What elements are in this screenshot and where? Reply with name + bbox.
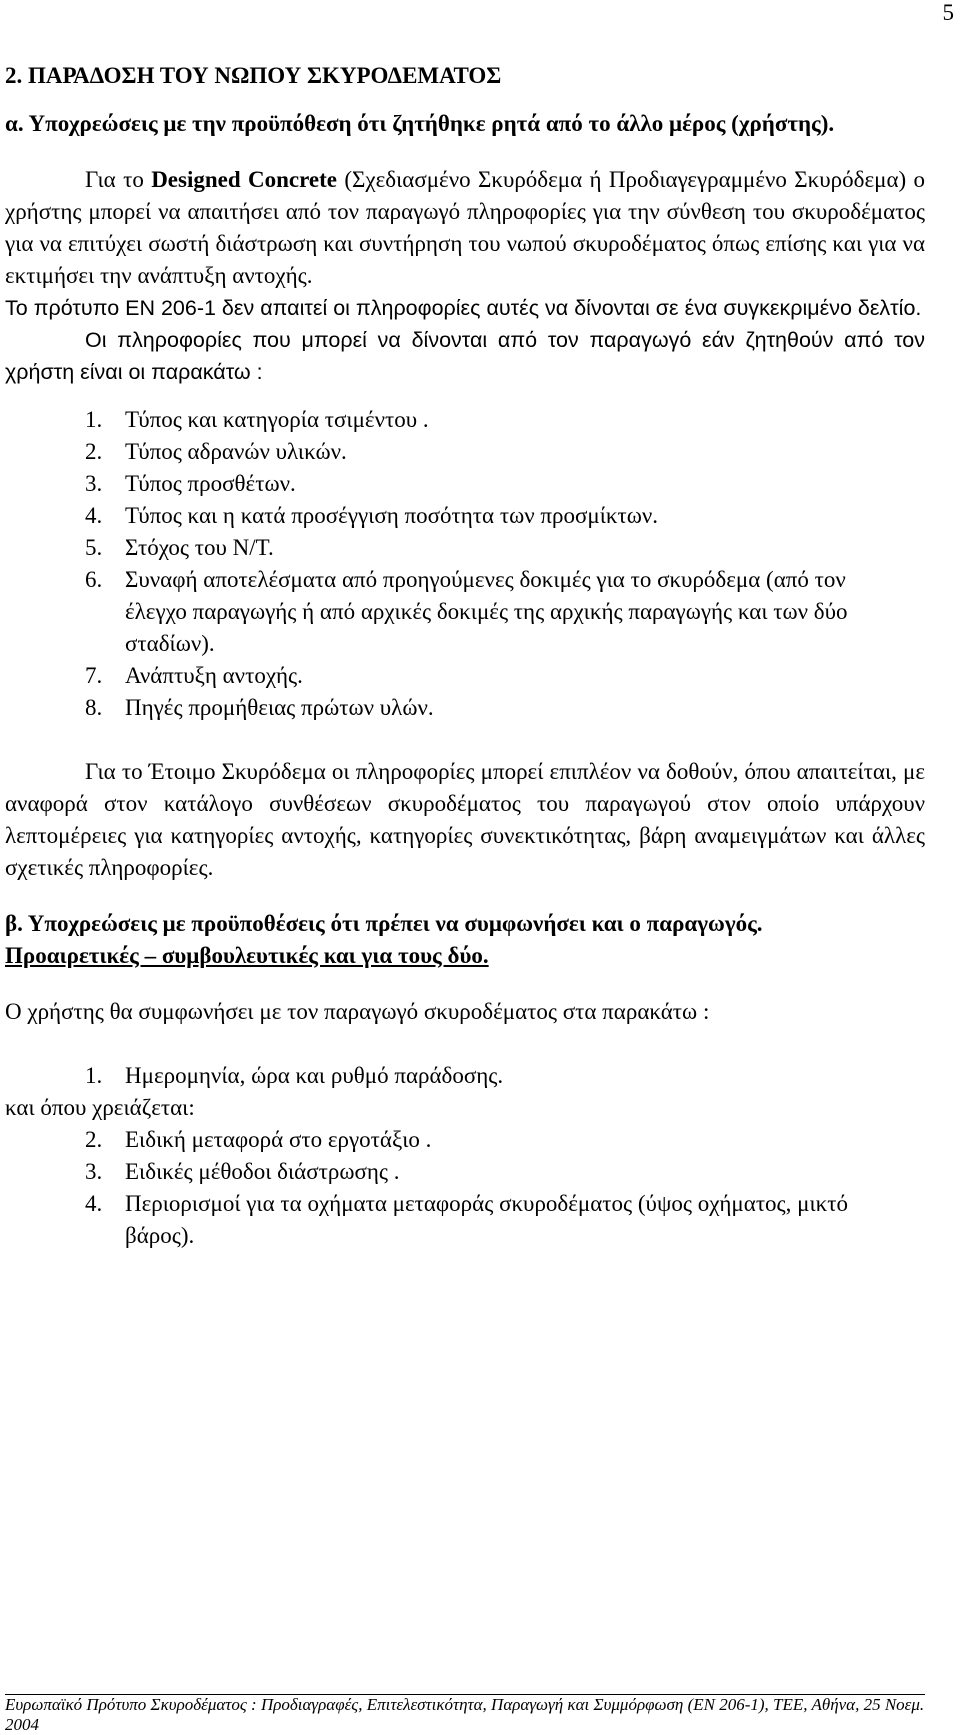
section-title: 2. ΠΑΡΑΔΟΣΗ ΤΟΥ ΝΩΠΟΥ ΣΚΥΡΟΔΕΜΑΤΟΣ [5,63,502,88]
paragraph-info-list-intro: Οι πληροφορίες που μπορεί να δίνονται από τον παραγωγό εάν ζητηθούν από τον χρήστη είναι οι παρακάτω : [5,328,925,384]
list-item: 5. Στόχος του Ν/Τ. [85,535,274,560]
page-footer: Ευρωπαϊκό Πρότυπο Σκυροδέματος : Προδιαγραφές, Επιτελεστικότητα, Παραγωγή και Συμμόρφωση (ΕΝ 206-1), ΤΕΕ, Αθήνα, 25 Νοεμ. 2004 [5,1695,925,1734]
page-number: 5 [942,0,954,25]
list-item: 1. Ημερομηνία, ώρα και ρυθμό παράδοσης. [85,1063,504,1088]
list-item: 6. Συναφή αποτελέσματα από προηγούμενες δοκιμές για το σκυρόδεμα (από τον έλεγχο παραγωγής ή από αρχικές δοκιμές της αρχικής παραγωγής και των δύο σταδίων). [85,567,848,656]
paragraph-ready-mix: Για το Έτοιμο Σκυρόδεμα οι πληροφορίες μπορεί επιπλέον να δοθούν, όπου απαιτείται, με αναφορά στον κατάλογο συνθέσεων σκυροδέματος του παραγωγού στον οποίο υπάρχουν λεπτομέρειες για κατηγορίες αντοχής, κατηγορίες συνεκτικότητας, βάρη αναμειγμάτων και άλλες σχετικές πληροφορίες. [5,759,925,880]
document-body [5,60,925,1252]
list-item: 4. Τύπος και η κατά προσέγγιση ποσότητα των προσμίκτων. [85,503,659,528]
info-list [5,404,925,724]
list-item: 4. Περιορισμοί για τα οχήματα μεταφοράς σκυροδέματος (ύψος οχήματος, μικτό βάρος). [85,1191,849,1248]
list-item: 7. Ανάπτυξη αντοχής. [85,663,303,688]
subsection-b-subtitle: Προαιρετικές – συμβουλευτικές και για τους δύο. [5,943,489,968]
list-item: 2. Ειδική μεταφορά στο εργοτάξιο . [85,1127,432,1152]
paragraph-designed-concrete: Για το Designed Concrete (Σχεδιασμένο Σκυρόδεμα ή Προδιαγεγραμμένο Σκυρόδεμα) ο χρήστης μπορεί να απαιτήσει από τον παραγωγό πληροφορίες για την σύνθεση του σκυροδέματος για να επιτύχει σωστή διάστρωση και συντήρηση του νωπού σκυροδέματος όπως επίσης και για να εκτιμήσει την ανάπτυξη αντοχής. [5,167,926,288]
list-item: 3. Τύπος προσθέτων. [85,471,296,496]
paragraph-en206-note: Το πρότυπο ΕΝ 206-1 δεν απαιτεί οι πληροφορίες αυτές να δίνονται σε ένα συγκεκριμένο δελτίο. [5,296,922,320]
subsection-b-title: β. Υποχρεώσεις με προϋποθέσεις ότι πρέπει να συμφωνήσει και ο παραγωγός. [5,911,763,936]
paragraph-agreement-intro: Ο χρήστης θα συμφωνήσει με τον παραγωγό σκυροδέματος στα παρακάτω : [5,999,710,1024]
subsection-a-title: α. Υποχρεώσεις με την προϋπόθεση ότι ζητήθηκε ρητά από το άλλο μέρος (χρήστης). [5,111,835,136]
list-item: 2. Τύπος αδρανών υλικών. [85,439,347,464]
list-item: 3. Ειδικές μέθοδοι διάστρωσης . [85,1159,400,1184]
list-item: 8. Πηγές προμήθειας πρώτων υλών. [85,695,434,720]
agreement-list-rest [5,1124,925,1252]
where-needed-label: και όπου χρειάζεται: [5,1095,195,1120]
list-item: 1. Τύπος και κατηγορία τσιμέντου . [85,407,429,432]
agreement-list-first [5,1060,925,1092]
